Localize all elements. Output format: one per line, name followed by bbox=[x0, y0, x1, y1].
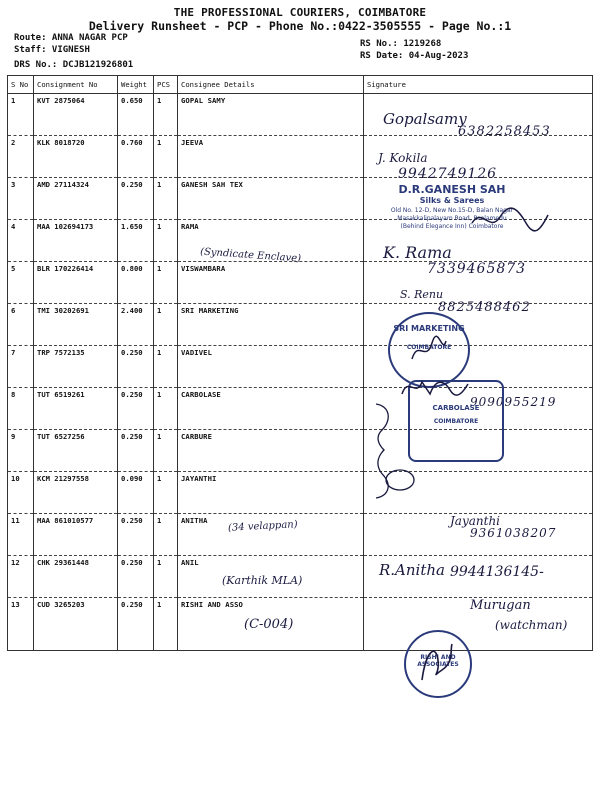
cell-consignment-no: KLK 8018720 bbox=[34, 136, 118, 178]
cell-pcs: 1 bbox=[154, 346, 178, 388]
cell-consignment-no: TUT 6519261 bbox=[34, 388, 118, 430]
note-karthik-mla: (Karthik MLA) bbox=[222, 574, 303, 587]
cell-pcs: 1 bbox=[154, 304, 178, 346]
note-syndicate-enclave: (Syndicate Enclave) bbox=[199, 246, 302, 265]
phone-vadivel: 9090955219 bbox=[470, 395, 557, 409]
cell-weight: 2.400 bbox=[118, 304, 154, 346]
cell-consignee: CARBURE bbox=[178, 430, 364, 472]
cell-weight: 0.090 bbox=[118, 472, 154, 514]
cell-consignment-no: TMI 30202691 bbox=[34, 304, 118, 346]
carbolase-stamp-sub: COIMBATORE bbox=[433, 418, 479, 425]
cell-consignee: VADIVEL bbox=[178, 346, 364, 388]
cell-pcs: 1 bbox=[154, 178, 178, 220]
carbolase-stamp-text: CARBOLASE bbox=[432, 404, 480, 412]
sri-stamp-sub: COIMBATORE bbox=[406, 344, 452, 351]
cell-consignee: SRI MARKETING bbox=[178, 304, 364, 346]
signature-scribble-ganesh bbox=[470, 205, 550, 235]
cell-consignment-no: KVT 2875064 bbox=[34, 94, 118, 136]
ganesh-stamp-line2: Old No. 12-D, New No.15-D, Balan Nagar bbox=[390, 207, 514, 214]
table-row bbox=[8, 346, 593, 388]
signature-kokila: J. Kokila bbox=[378, 151, 428, 165]
col-header-sno: S No bbox=[8, 76, 34, 94]
cell-consignee: CARBOLASE bbox=[178, 388, 364, 430]
cell-consignment-no: AMD 27114324 bbox=[34, 178, 118, 220]
cell-pcs: 1 bbox=[154, 472, 178, 514]
cell-pcs: 1 bbox=[154, 94, 178, 136]
cell-sno: 4 bbox=[8, 220, 34, 262]
signature-rama: K. Rama bbox=[383, 243, 452, 262]
col-header-consignee: Consignee Details bbox=[178, 76, 364, 94]
phone-gopalsamy: 6382258453 bbox=[458, 124, 551, 139]
table-row bbox=[8, 430, 593, 472]
cell-pcs: 1 bbox=[154, 136, 178, 178]
cell-sno: 3 bbox=[8, 178, 34, 220]
cell-consignment-no: TUT 6527256 bbox=[34, 430, 118, 472]
signature-jayanthi: Jayanthi bbox=[450, 514, 501, 528]
cell-consignee: JAYANTHI bbox=[178, 472, 364, 514]
cell-weight: 0.250 bbox=[118, 514, 154, 556]
cell-sno: 12 bbox=[8, 556, 34, 598]
cell-consignment-no: MAA 102694173 bbox=[34, 220, 118, 262]
table-header-row bbox=[8, 76, 593, 94]
cell-weight: 0.250 bbox=[118, 178, 154, 220]
cell-pcs: 1 bbox=[154, 220, 178, 262]
cell-sno: 6 bbox=[8, 304, 34, 346]
ganesh-stamp-title: D.R.GANESH SAH bbox=[398, 183, 506, 196]
cell-consignee: RISHI AND ASSO bbox=[178, 598, 364, 651]
cell-sno: 7 bbox=[8, 346, 34, 388]
col-header-weight: Weight bbox=[118, 76, 154, 94]
cell-weight: 0.250 bbox=[118, 598, 154, 651]
cell-consignment-no: BLR 170226414 bbox=[34, 262, 118, 304]
rs-number: RS No.: 1219268 bbox=[360, 39, 442, 49]
phone-anitha: 9944136145- bbox=[450, 564, 544, 580]
col-header-consignment: Consignment No bbox=[34, 76, 118, 94]
cell-sno: 5 bbox=[8, 262, 34, 304]
cell-pcs: 1 bbox=[154, 262, 178, 304]
note-c-004: (C-004) bbox=[244, 617, 294, 632]
cell-consignment-no: CUD 3265203 bbox=[34, 598, 118, 651]
ganesh-stamp-line3: Masakkalipalayam Road, Peelamedu bbox=[397, 215, 507, 222]
cell-sno: 13 bbox=[8, 598, 34, 651]
cell-sno: 10 bbox=[8, 472, 34, 514]
signature-scribble-rishi bbox=[416, 640, 456, 686]
signature-scribble-sri-marketing bbox=[408, 335, 448, 365]
brace-carbolase-carbure bbox=[368, 400, 418, 500]
signature-renu: S. Renu bbox=[400, 288, 444, 301]
runsheet-subtitle: Delivery Runsheet - PCP - Phone No.:0422-3505555 - Page No.:1 bbox=[88, 19, 512, 33]
signature-murugan: Murugan bbox=[470, 598, 531, 613]
cell-pcs: 1 bbox=[154, 556, 178, 598]
cell-weight: 0.650 bbox=[118, 94, 154, 136]
phone-renu: 8825488462 bbox=[438, 300, 531, 315]
cell-sno: 8 bbox=[8, 388, 34, 430]
cell-pcs: 1 bbox=[154, 388, 178, 430]
signature-gopalsamy: Gopalsamy bbox=[383, 110, 467, 128]
cell-consignee: GOPAL SAMY bbox=[178, 94, 364, 136]
signature-scribble-vadivel bbox=[400, 372, 470, 402]
cell-pcs: 1 bbox=[154, 598, 178, 651]
cell-weight: 0.760 bbox=[118, 136, 154, 178]
sri-stamp-text: SRI MARKETING bbox=[393, 324, 465, 333]
cell-weight: 0.250 bbox=[118, 556, 154, 598]
rishi-stamp-text: RISHI AND ASSOCIATES bbox=[417, 654, 459, 668]
cell-consignee: RAMA bbox=[178, 220, 364, 262]
note-34-velappan: (34 velappan) bbox=[227, 519, 298, 534]
cell-consignment-no: MAA 861010577 bbox=[34, 514, 118, 556]
phone-jayanthi: 9361038207 bbox=[470, 526, 557, 540]
route-label: Route: ANNA NAGAR PCP bbox=[14, 33, 128, 43]
cell-consignee: GANESH SAH TEX bbox=[178, 178, 364, 220]
cell-pcs: 1 bbox=[154, 430, 178, 472]
role-watchman: (watchman) bbox=[495, 618, 568, 632]
cell-weight: 0.250 bbox=[118, 388, 154, 430]
ganesh-stamp-line1: Silks & Sarees bbox=[419, 196, 485, 205]
cell-pcs: 1 bbox=[154, 514, 178, 556]
cell-sno: 11 bbox=[8, 514, 34, 556]
rs-date: RS Date: 04-Aug-2023 bbox=[360, 51, 469, 61]
cell-weight: 0.800 bbox=[118, 262, 154, 304]
staff-label: Staff: VIGNESH bbox=[14, 45, 90, 55]
cell-weight: 0.250 bbox=[118, 430, 154, 472]
cell-consignment-no: CHK 29361448 bbox=[34, 556, 118, 598]
cell-sno: 2 bbox=[8, 136, 34, 178]
table-row bbox=[8, 472, 593, 514]
cell-sno: 1 bbox=[8, 94, 34, 136]
cell-consignee: VISWAMBARA bbox=[178, 262, 364, 304]
cell-consignment-no: KCM 21297558 bbox=[34, 472, 118, 514]
cell-weight: 1.650 bbox=[118, 220, 154, 262]
cell-sno: 9 bbox=[8, 430, 34, 472]
drs-number: DRS No.: DCJB121926801 bbox=[14, 60, 134, 70]
phone-rama: 7339465873 bbox=[427, 261, 527, 277]
signature-anitha: R.Anitha bbox=[379, 561, 445, 579]
col-header-pcs: PCS bbox=[154, 76, 178, 94]
cell-consignee: ANIL bbox=[178, 556, 364, 598]
cell-consignee: ANITHA bbox=[178, 514, 364, 556]
cell-consignment-no: TRP 7572135 bbox=[34, 346, 118, 388]
ganesh-stamp-line4: (Behind Elegance Inn) Coimbatore bbox=[400, 223, 504, 230]
table-row bbox=[8, 136, 593, 178]
cell-consignee: JEEVA bbox=[178, 136, 364, 178]
company-title: THE PROFESSIONAL COURIERS, COIMBATORE bbox=[173, 6, 427, 19]
cell-weight: 0.250 bbox=[118, 346, 154, 388]
col-header-signature: Signature bbox=[364, 76, 593, 94]
phone-kokila: 9942749126 bbox=[398, 166, 498, 182]
